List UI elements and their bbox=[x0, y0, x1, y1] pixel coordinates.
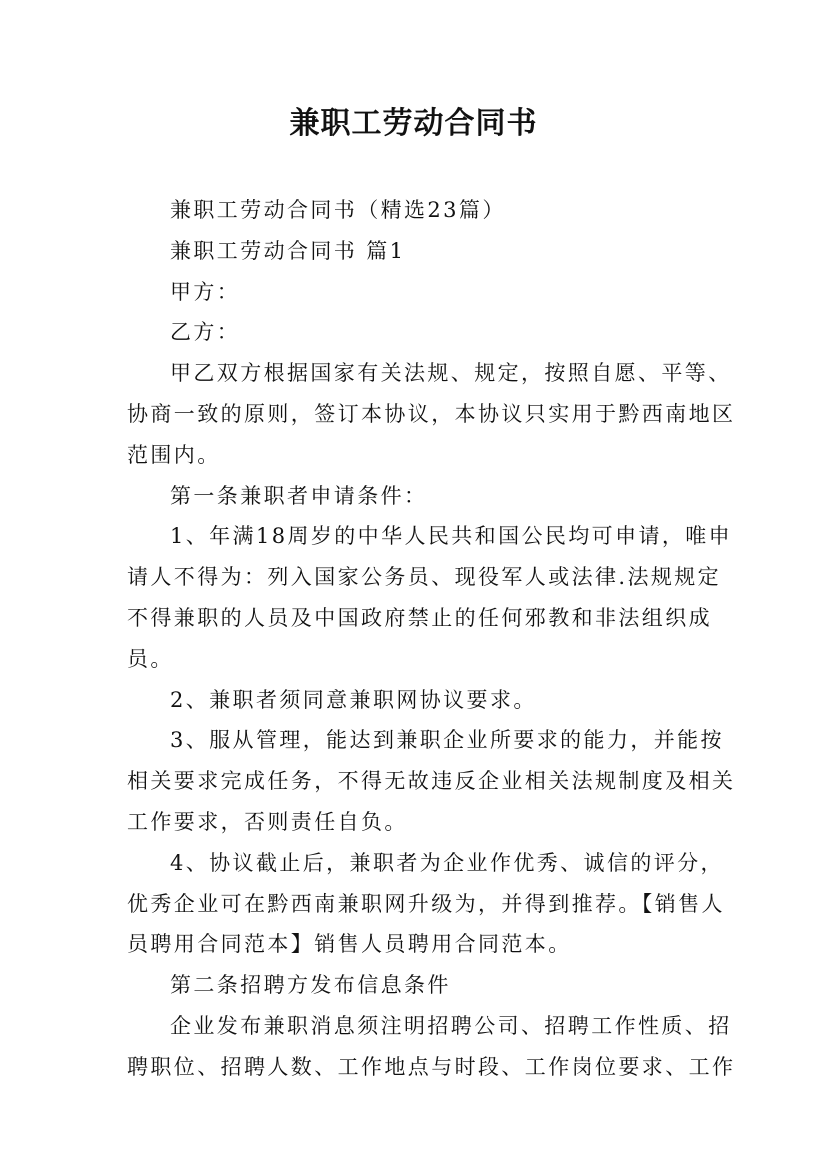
text-line: 优秀企业可在黔西南兼职网升级为，并得到推荐。【销售人 bbox=[127, 891, 725, 916]
document-body bbox=[127, 190, 736, 1088]
text-line: 1、年满18周岁的中华人民共和国公民均可申请，唯申 bbox=[170, 524, 733, 549]
text-line: 聘职位、招聘人数、工作地点与时段、工作岗位要求、工作 bbox=[127, 1054, 736, 1079]
text-line: 甲乙双方根据国家有关法规、规定，按照自愿、平等、 bbox=[170, 361, 732, 386]
text-line: 企业发布兼职消息须注明招聘公司、招聘工作性质、招 bbox=[170, 1013, 732, 1038]
text-line: 乙方： bbox=[170, 320, 241, 345]
text-line: 第一条兼职者申请条件： bbox=[170, 483, 428, 508]
text-line: 员。 bbox=[127, 646, 174, 671]
text-line: 员聘用合同范本】销售人员聘用合同范本。 bbox=[127, 932, 572, 957]
text-line: 2、兼职者须同意兼职网协议要求。 bbox=[170, 687, 537, 712]
document-title: 兼职工劳动合同书 bbox=[289, 106, 538, 141]
text-line: 兼职工劳动合同书（精选23篇） bbox=[170, 198, 506, 222]
text-line: 协商一致的原则，签订本协议，本协议只实用于黔西南地区 bbox=[127, 401, 736, 426]
text-line: 不得兼职的人员及中国政府禁止的任何邪教和非法组织成 bbox=[127, 605, 712, 630]
text-line: 工作要求，否则责任自负。 bbox=[127, 809, 408, 834]
text-line: 3、服从管理，能达到兼职企业所要求的能力，并能按 bbox=[170, 728, 724, 753]
text-line: 第二条招聘方发布信息条件 bbox=[170, 973, 451, 998]
text-line: 甲方： bbox=[170, 279, 241, 304]
text-line: 相关要求完成任务，不得无故违反企业相关法规制度及相关 bbox=[127, 769, 736, 794]
text-line: 请人不得为：列入国家公务员、现役军人或法律.法规规定 bbox=[127, 565, 722, 590]
text-line: 4、协议截止后，兼职者为企业作优秀、诚信的评分， bbox=[170, 850, 724, 875]
text-line: 范围内。 bbox=[127, 442, 221, 467]
text-line: 兼职工劳动合同书 篇1 bbox=[170, 238, 406, 263]
